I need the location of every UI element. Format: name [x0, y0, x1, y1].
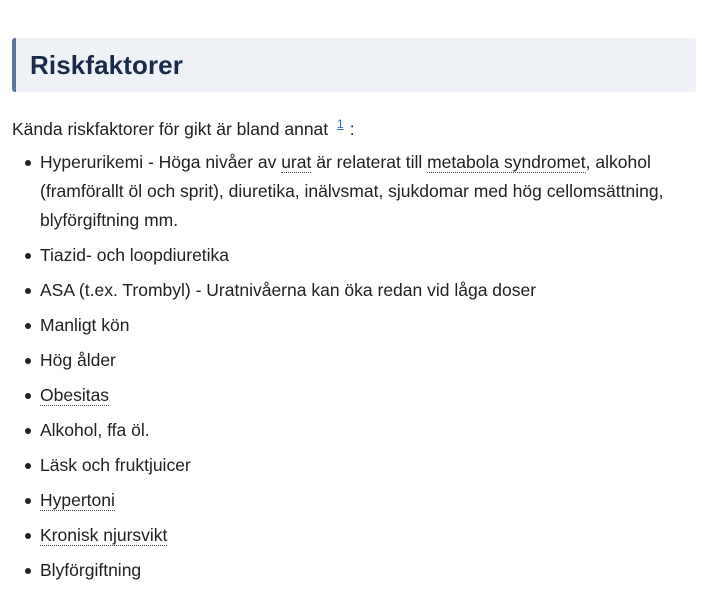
list-item-obesitas — [40, 381, 696, 410]
tiazid-text: Tiazid- och loopdiuretika — [40, 244, 230, 265]
list-item-blyforgiftning — [40, 556, 696, 585]
intro-text: Kända riskfaktorer för gikt är bland annat — [12, 118, 329, 139]
hyperurikemi-text-2: är relaterat till — [311, 151, 428, 172]
hypertoni-link[interactable]: Hypertoni — [40, 489, 115, 510]
list-item-hog-alder — [40, 346, 696, 375]
list-item-lask — [40, 451, 696, 480]
intro-paragraph — [12, 111, 696, 142]
metabola-syndromet-link[interactable]: metabola syndromet — [427, 151, 586, 172]
asa-text: ASA (t.ex. Trombyl) - Uratnivåerna kan öka redan vid låga doser — [40, 279, 537, 300]
manligt-kon-text: Manligt kön — [40, 314, 130, 335]
list-item-asa — [40, 276, 696, 305]
reference-link[interactable]: 1 — [337, 117, 344, 131]
list-item-hyperurikemi — [40, 148, 696, 235]
main-content — [12, 38, 696, 591]
section-header — [12, 38, 696, 92]
hyperurikemi-text-3: , alkohol (framförallt öl och sprit), diuretika, inälvsmat, sjukdomar med hög cellomsättning, blyförgiftning mm. — [40, 151, 664, 230]
intro-colon: : — [349, 118, 355, 139]
hog-alder-text: Hög ålder — [40, 349, 116, 370]
list-item-hypertoni — [40, 486, 696, 515]
list-item-alkohol — [40, 416, 696, 445]
urat-link[interactable]: urat — [281, 151, 312, 172]
section-title: Riskfaktorer — [30, 49, 183, 80]
risk-factor-list — [12, 148, 696, 585]
blyforgiftning-text: Blyförgiftning — [40, 559, 142, 580]
list-item-njursvikt — [40, 521, 696, 550]
kronisk-njursvikt-link[interactable]: Kronisk njursvikt — [40, 524, 168, 545]
list-item-manligt-kon — [40, 311, 696, 340]
alkohol-text: Alkohol, ffa öl. — [40, 419, 150, 440]
list-item-tiazid — [40, 241, 696, 270]
obesitas-link[interactable]: Obesitas — [40, 384, 110, 405]
hyperurikemi-text-1: Hyperurikemi - Höga nivåer av — [40, 151, 282, 172]
lask-text: Läsk och fruktjuicer — [40, 454, 191, 475]
